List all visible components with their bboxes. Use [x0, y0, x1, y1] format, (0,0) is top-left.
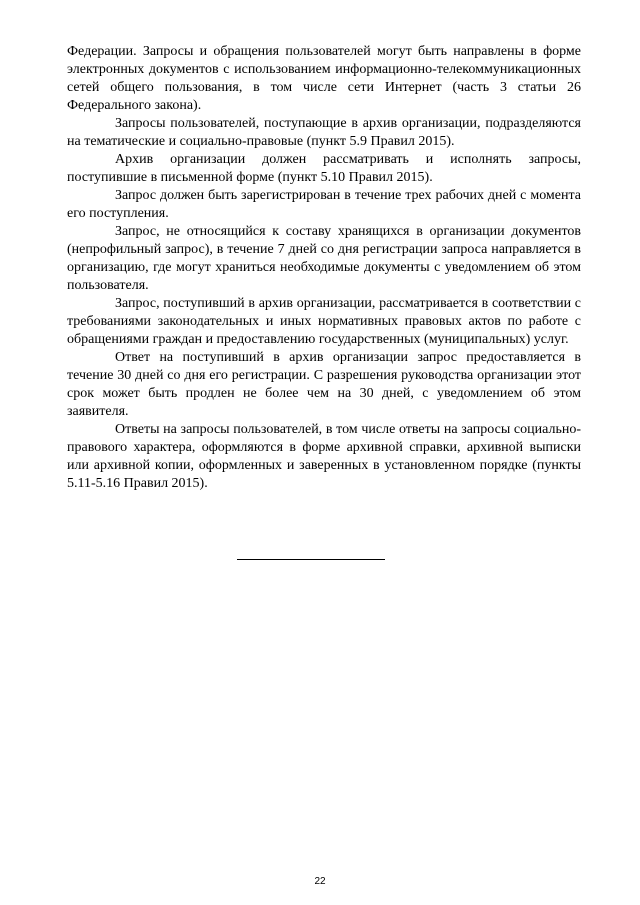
paragraph-request-types: Запросы пользователей, поступающие в архив организации, подразделяются на тематические и социально-правовые (пункт 5.9 Правил 2015).: [67, 116, 581, 149]
page-number: 22: [314, 876, 326, 887]
body-text: [67, 43, 581, 493]
paragraph-written-requests: Архив организации должен рассматривать и исполнять запросы, поступившие в письменной форме (пункт 5.10 Правил 2015).: [67, 152, 581, 185]
paragraph-response-forms: Ответы на запросы пользователей, в том числе ответы на запросы социально-правового характера, оформляются в форме архивной справки, архивной выписки или архивной копии, оформленных и заверенных в установленном порядке (пункты 5.11-5.16 Правил 2015).: [67, 422, 581, 491]
paragraph-continuation: Федерации. Запросы и обращения пользователей могут быть направлены в форме электронных документов с использованием информационно-телекоммуникационных сетей общего пользования, в том числе сети Интернет (часть 3 статьи 26 Федерального закона).: [67, 44, 581, 113]
paragraph-consideration: Запрос, поступивший в архив организации, рассматривается в соответствии с требованиями законодательных и иных нормативных правовых актов по работе с обращениями граждан и предоставлению государственных (муниципальных) услуг.: [67, 296, 581, 347]
paragraph-non-profile-request: Запрос, не относящийся к составу хранящихся в организации документов (непрофильный запрос), в течение 7 дней со дня регистрации запроса направляется в организацию, где могут храниться необходимые документы с уведомлением об этом пользователя.: [67, 224, 581, 293]
section-divider: [237, 559, 385, 560]
paragraph-response-term: Ответ на поступивший в архив организации запрос предоставляется в течение 30 дней со дня его регистрации. С разрешения руководства организации этот срок может быть продлен не более чем на 30 дней, с уведомлением об этом заявителя.: [67, 350, 581, 419]
paragraph-registration: Запрос должен быть зарегистрирован в течение трех рабочих дней с момента его поступления.: [67, 188, 581, 221]
